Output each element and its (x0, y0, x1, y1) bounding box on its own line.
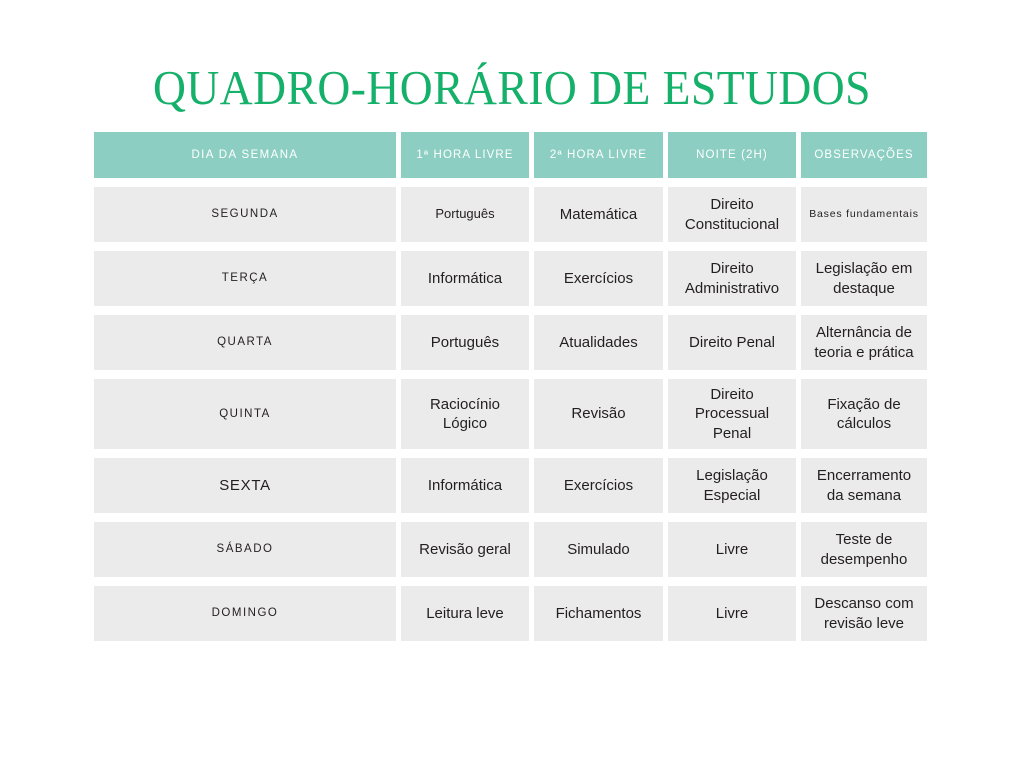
column-header-dia-da-semana: DIA DA SEMANA (94, 132, 396, 178)
cell-noite: Direito Constitucional (668, 187, 796, 242)
cell-noite: Direito Processual Penal (668, 379, 796, 449)
cell-hora1: Leitura leve (401, 586, 529, 641)
cell-observacoes: Legislação em destaque (801, 251, 927, 306)
cell-day: TERÇA (94, 251, 396, 306)
table-row (94, 315, 932, 370)
table-row (94, 458, 932, 513)
cell-day: QUARTA (94, 315, 396, 370)
column-header-observacoes: OBSERVAÇÕES (801, 132, 927, 178)
cell-day: SEXTA (94, 458, 396, 513)
cell-noite: Livre (668, 586, 796, 641)
cell-hora2: Exercícios (534, 251, 663, 306)
table-row (94, 251, 932, 306)
column-header-segunda-hora-livre: 2ª HORA LIVRE (534, 132, 663, 178)
cell-hora1: Raciocínio Lógico (401, 379, 529, 449)
cell-day: SÁBADO (94, 522, 396, 577)
cell-hora2: Atualidades (534, 315, 663, 370)
table-header-row (94, 132, 932, 178)
cell-hora1: Português (401, 315, 529, 370)
cell-noite: Direito Administrativo (668, 251, 796, 306)
cell-hora2: Fichamentos (534, 586, 663, 641)
page-title: QUADRO-HORÁRIO DE ESTUDOS (153, 60, 871, 115)
cell-observacoes: Fixação de cálculos (801, 379, 927, 449)
cell-day: DOMINGO (94, 586, 396, 641)
cell-noite: Livre (668, 522, 796, 577)
cell-hora1: Informática (401, 458, 529, 513)
cell-hora1: Português (401, 187, 529, 242)
column-header-noite: NOITE (2H) (668, 132, 796, 178)
table-row (94, 586, 932, 641)
cell-noite: Legislação Especial (668, 458, 796, 513)
cell-hora2: Simulado (534, 522, 663, 577)
cell-noite: Direito Penal (668, 315, 796, 370)
cell-hora2: Exercícios (534, 458, 663, 513)
cell-observacoes: Descanso com revisão leve (801, 586, 927, 641)
cell-observacoes: Alternância de teoria e prática (801, 315, 927, 370)
cell-hora1: Revisão geral (401, 522, 529, 577)
cell-hora2: Matemática (534, 187, 663, 242)
table-row (94, 522, 932, 577)
column-header-primeira-hora-livre: 1ª HORA LIVRE (401, 132, 529, 178)
table-row (94, 379, 932, 449)
cell-observacoes: Bases fundamentais (801, 187, 927, 242)
cell-day: QUINTA (94, 379, 396, 449)
cell-hora1: Informática (401, 251, 529, 306)
schedule-table (94, 132, 932, 641)
cell-day: SEGUNDA (94, 187, 396, 242)
cell-observacoes: Teste de desempenho (801, 522, 927, 577)
cell-hora2: Revisão (534, 379, 663, 449)
table-row (94, 187, 932, 242)
cell-observacoes: Encerramento da semana (801, 458, 927, 513)
